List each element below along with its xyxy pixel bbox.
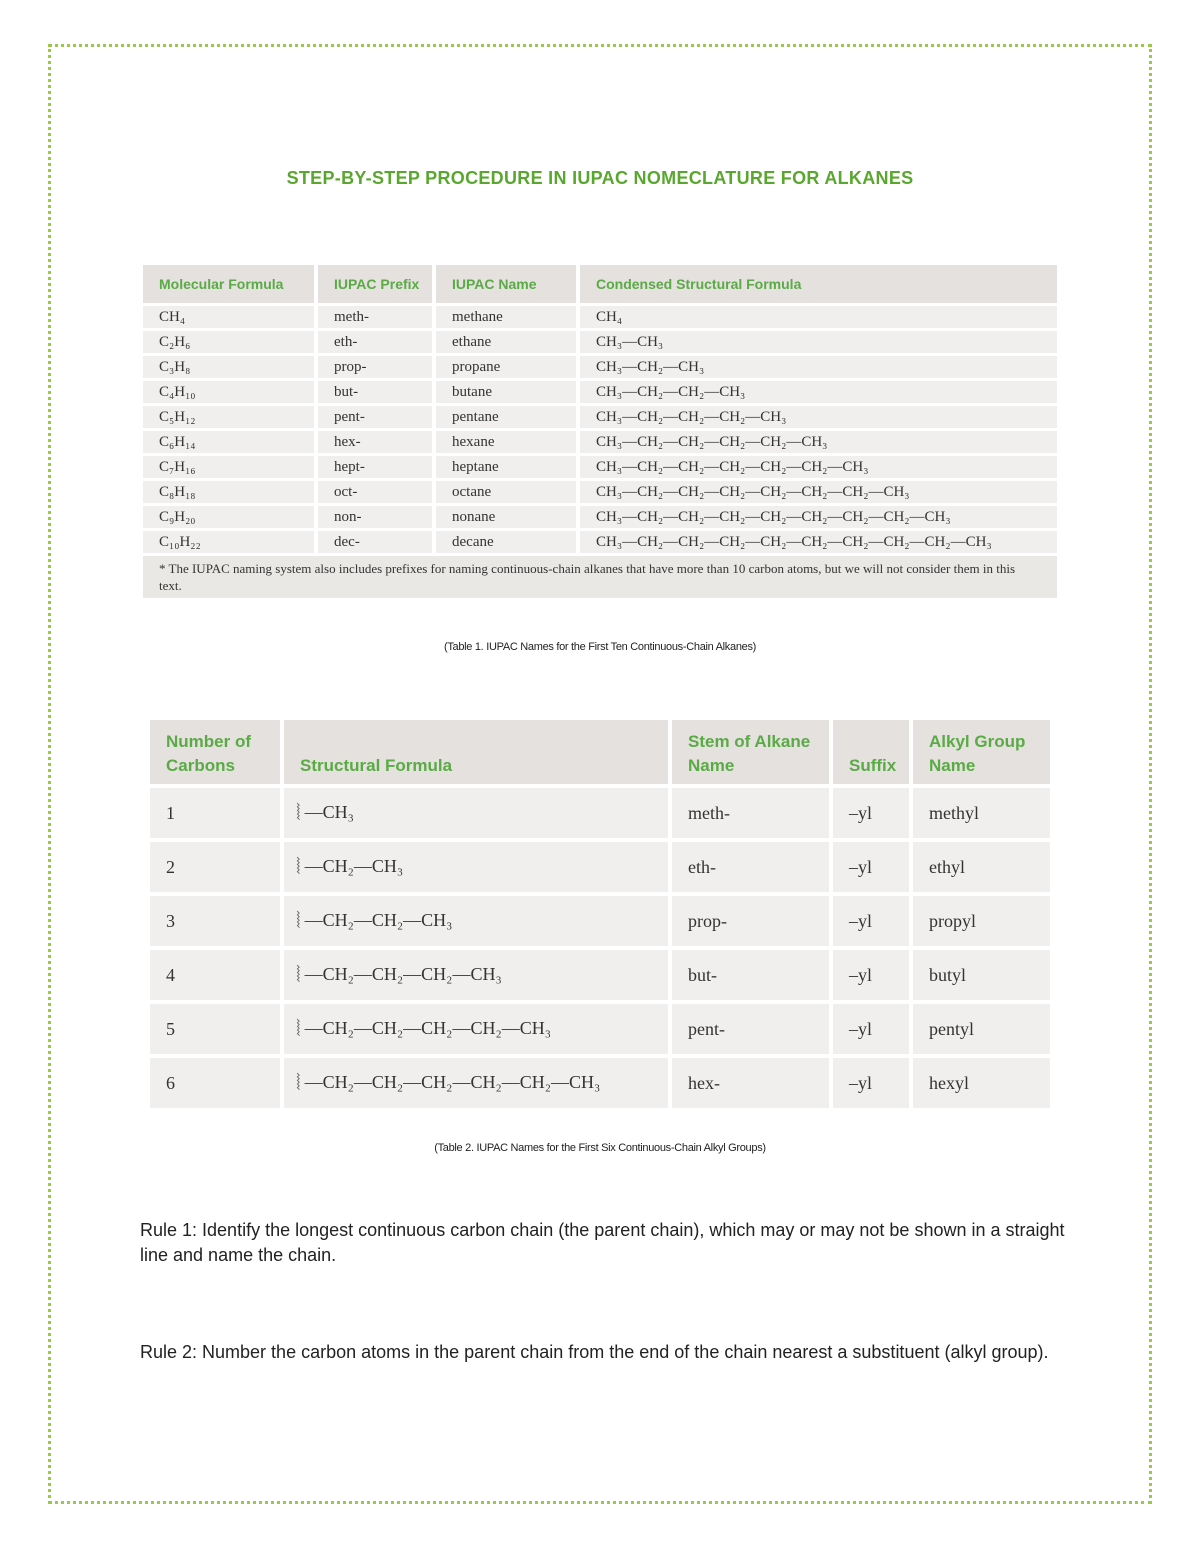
table-cell xyxy=(284,950,668,1000)
table-cell: eth- xyxy=(318,331,436,353)
table-row xyxy=(143,531,1057,553)
table-body xyxy=(143,306,1057,598)
table-cell: ethane xyxy=(436,331,580,353)
table-cell: CH₃—CH₂—CH₂—CH₂—CH₂—CH₂—CH₂—CH₃ xyxy=(580,481,1057,503)
table-row xyxy=(150,842,1050,892)
table-row xyxy=(143,506,1057,528)
table-cell: but- xyxy=(318,381,436,403)
table-row xyxy=(150,1058,1050,1108)
table-row xyxy=(143,356,1057,378)
structural-formula: —CH₂—CH₂—CH₂—CH₂—CH₃ xyxy=(304,1018,552,1038)
table1-caption: (Table 1. IUPAC Names for the First Ten Continuous-Chain Alkanes) xyxy=(443,641,757,653)
table-cell: methyl xyxy=(913,788,1050,838)
table-cell: 3 xyxy=(150,896,280,946)
table-cell: pent- xyxy=(672,1004,829,1054)
rule-1-text: Rule 1: Identify the longest continuous carbon chain (the parent chain), which may or may not be shown in a straight line and name the chain. xyxy=(140,1220,1065,1265)
table-cell: 5 xyxy=(150,1004,280,1054)
structural-formula: —CH₂—CH₂—CH₂—CH₂—CH₂—CH₃ xyxy=(304,1072,601,1092)
table-cell: oct- xyxy=(318,481,436,503)
table-cell: CH₃—CH₂—CH₂—CH₂—CH₂—CH₃ xyxy=(580,431,1057,453)
table-cell: C₁₀H₂₂ xyxy=(143,531,318,553)
bond-break-icon: ⦚ xyxy=(296,1070,301,1095)
table-row xyxy=(150,950,1050,1000)
bond-break-icon: ⦚ xyxy=(296,854,301,879)
bond-break-icon: ⦚ xyxy=(296,800,301,825)
table-cell: CH₃—CH₂—CH₃ xyxy=(580,356,1057,378)
table-cell: meth- xyxy=(318,306,436,328)
table-cell xyxy=(284,1058,668,1108)
table-cell: C₄H₁₀ xyxy=(143,381,318,403)
table-cell: CH₃—CH₂—CH₂—CH₂—CH₂—CH₂—CH₂—CH₂—CH₂—CH₃ xyxy=(580,531,1057,553)
table-cell: pentane xyxy=(436,406,580,428)
table-cell: heptane xyxy=(436,456,580,478)
column-header: Alkyl Group Name xyxy=(913,720,1050,784)
table-cell: butyl xyxy=(913,950,1050,1000)
table-cell: hex- xyxy=(318,431,436,453)
table-row xyxy=(143,331,1057,353)
table-footnote: * The IUPAC naming system also includes prefixes for naming continuous-chain alkanes that have more than 10 carbon atoms, but we will not consider them in this text. xyxy=(143,556,1057,598)
table-cell xyxy=(284,896,668,946)
table-cell: but- xyxy=(672,950,829,1000)
table-cell: eth- xyxy=(672,842,829,892)
table-row xyxy=(143,406,1057,428)
table-cell: meth- xyxy=(672,788,829,838)
table-row xyxy=(143,381,1057,403)
column-header: Structural Formula xyxy=(284,720,668,784)
table-cell: hexyl xyxy=(913,1058,1050,1108)
table-row xyxy=(150,788,1050,838)
structural-formula: —CH₂—CH₃ xyxy=(304,856,404,876)
table-cell: CH₄ xyxy=(143,306,318,328)
table-cell: –yl xyxy=(833,1004,909,1054)
table-header-row xyxy=(143,265,1057,303)
table-row xyxy=(150,896,1050,946)
table-cell: 6 xyxy=(150,1058,280,1108)
table-cell: dec- xyxy=(318,531,436,553)
bond-break-icon: ⦚ xyxy=(296,1016,301,1041)
column-header: IUPAC Name xyxy=(436,265,580,303)
table2-caption: (Table 2. IUPAC Names for the First Six Continuous-Chain Alkyl Groups) xyxy=(434,1142,766,1154)
bond-break-icon: ⦚ xyxy=(296,908,301,933)
table-cell: CH₃—CH₂—CH₂—CH₃ xyxy=(580,381,1057,403)
table-cell: C₃H₈ xyxy=(143,356,318,378)
structural-formula: —CH₂—CH₂—CH₂—CH₃ xyxy=(304,964,502,984)
table-cell: octane xyxy=(436,481,580,503)
table-row xyxy=(143,456,1057,478)
column-header: Condensed Structural Formula xyxy=(580,265,1057,303)
table-row xyxy=(150,1004,1050,1054)
table-row xyxy=(143,431,1057,453)
table-cell: ethyl xyxy=(913,842,1050,892)
table-cell: nonane xyxy=(436,506,580,528)
table-cell: C₇H₁₆ xyxy=(143,456,318,478)
table-cell: 4 xyxy=(150,950,280,1000)
table-header-row xyxy=(150,720,1050,784)
column-header: Stem of Alkane Name xyxy=(672,720,829,784)
table-cell: hept- xyxy=(318,456,436,478)
table-footnote-row xyxy=(143,556,1057,598)
table-cell: prop- xyxy=(672,896,829,946)
table-cell: C₉H₂₀ xyxy=(143,506,318,528)
table-cell: C₂H₆ xyxy=(143,331,318,353)
table-cell: decane xyxy=(436,531,580,553)
table-cell: 2 xyxy=(150,842,280,892)
table-cell: CH₃—CH₃ xyxy=(580,331,1057,353)
table-cell: propane xyxy=(436,356,580,378)
table-cell: hex- xyxy=(672,1058,829,1108)
table-cell: C₈H₁₈ xyxy=(143,481,318,503)
column-header: Molecular Formula xyxy=(143,265,318,303)
column-header: IUPAC Prefix xyxy=(318,265,436,303)
table-cell: prop- xyxy=(318,356,436,378)
table-cell: –yl xyxy=(833,950,909,1000)
bond-break-icon: ⦚ xyxy=(296,962,301,987)
table-cell: CH₃—CH₂—CH₂—CH₂—CH₂—CH₂—CH₃ xyxy=(580,456,1057,478)
table-cell: pent- xyxy=(318,406,436,428)
table-cell: –yl xyxy=(833,788,909,838)
table-cell: C₆H₁₄ xyxy=(143,431,318,453)
table-cell: non- xyxy=(318,506,436,528)
table-cell: –yl xyxy=(833,896,909,946)
table-cell: CH₄ xyxy=(580,306,1057,328)
table-cell: propyl xyxy=(913,896,1050,946)
column-header: Suffix xyxy=(833,720,909,784)
table-cell: butane xyxy=(436,381,580,403)
table-cell: C₅H₁₂ xyxy=(143,406,318,428)
column-header: Number of Carbons xyxy=(150,720,280,784)
structural-formula: —CH₂—CH₂—CH₃ xyxy=(304,910,453,930)
alkane-names-table xyxy=(143,262,1057,601)
table-cell: –yl xyxy=(833,1058,909,1108)
table-cell: hexane xyxy=(436,431,580,453)
table-cell: –yl xyxy=(833,842,909,892)
table-row xyxy=(143,306,1057,328)
structural-formula: —CH₃ xyxy=(304,802,354,822)
table-cell: CH₃—CH₂—CH₂—CH₂—CH₃ xyxy=(580,406,1057,428)
table-cell xyxy=(284,788,668,838)
table-row xyxy=(143,481,1057,503)
table-cell: CH₃—CH₂—CH₂—CH₂—CH₂—CH₂—CH₂—CH₂—CH₃ xyxy=(580,506,1057,528)
alkyl-groups-table xyxy=(146,716,1054,1112)
page-title: STEP-BY-STEP PROCEDURE IN IUPAC NOMECLATURE FOR ALKANES xyxy=(286,168,914,188)
table-cell: 1 xyxy=(150,788,280,838)
table-cell xyxy=(284,1004,668,1054)
rule-2-text: Rule 2: Number the carbon atoms in the parent chain from the end of the chain nearest a substituent (alkyl group). xyxy=(140,1342,1049,1362)
table-cell: pentyl xyxy=(913,1004,1050,1054)
table-cell xyxy=(284,842,668,892)
table-cell: methane xyxy=(436,306,580,328)
table-body xyxy=(150,788,1050,1108)
